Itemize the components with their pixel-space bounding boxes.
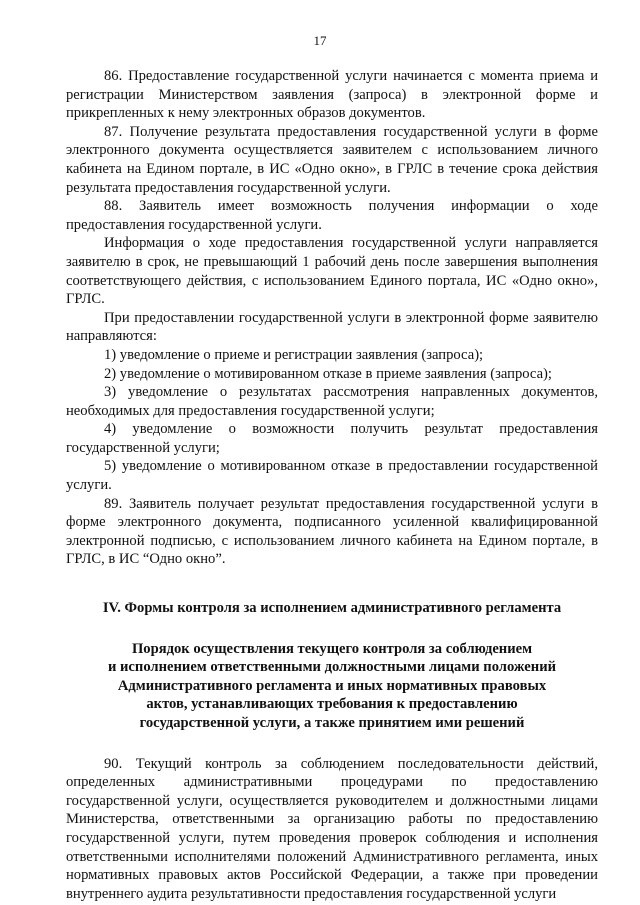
- notification-item-5: 5) уведомление о мотивированном отказе в предоставлении государственной услуги.: [66, 458, 598, 494]
- notification-item-2: 2) уведомление о мотивированном отказе в приеме заявления (запроса);: [104, 365, 552, 382]
- document-body: [66, 67, 598, 903]
- sub-heading: [66, 640, 598, 733]
- sub-heading-line: и исполнением ответственными должностными лицами положений: [107, 659, 557, 676]
- paragraph-88: 88. Заявитель имеет возможность получения информации о ходе предоставления государственной услуги.: [66, 198, 598, 233]
- sub-heading-line: актов, устанавливающих требования к предоставлению: [146, 696, 518, 713]
- paragraph-89: 89. Заявитель получает результат предоставления государственной услуги в форме электронного документа, подписанного усиленной квалифицированной электронной подписью, с использованием личного кабинета на Едином портале, в ГРЛС, в ИС “Одно окно”.: [66, 495, 598, 568]
- section-heading: IV. Формы контроля за исполнением административного регламента: [102, 600, 562, 617]
- notification-item-3: 3) уведомление о результатах рассмотрения направленных документов, необходимых для предоставления государственной услуги;: [66, 384, 598, 419]
- paragraph-87: 87. Получение результата предоставления государственной услуги в форме электронного документа осуществляется заявителем с использованием личного кабинета на Едином портале, в ИС «Одно окно», в ГРЛС в течение срока действия результата предоставления государственной услуги.: [66, 123, 598, 196]
- sub-heading-line: Административного регламента и иных нормативных правовых: [117, 677, 547, 694]
- notification-item-4: 4) уведомление о возможности получить результат предоставления государственной услуги;: [66, 421, 598, 456]
- paragraph-info-timing: Информация о ходе предоставления государственной услуги направляется заявителю в срок, не превышающий 1 рабочий день после завершения выполнения соответствующего действия, с использованием Единого портала, ИС «Одно окно», ГРЛС.: [66, 235, 598, 308]
- paragraph-notifications-intro: При предоставлении государственной услуги в электронной форме заявителю направляются:: [66, 309, 598, 345]
- paragraph-86: 86. Предоставление государственной услуги начинается с момента приема и регистрации Министерством заявления (запроса) в электронной форме и прикрепленных к нему электронных образов документов.: [66, 68, 598, 122]
- sub-heading-line: государственной услуги, а также принятием ими решений: [139, 715, 525, 731]
- sub-heading-line: Порядок осуществления текущего контроля за соблюдением: [131, 640, 533, 657]
- page-number: 17: [313, 33, 327, 48]
- paragraph-90: 90. Текущий контроль за соблюдением последовательности действий, определенных административными процедурами по предоставлению государственной услуги, осуществляется руководителем и должностными лицами Министерства, ответственными за организацию работы по предоставлению государственной услуги, путем проведения проверок соблюдения и исполнения ответственными исполнителями положений Административного регламента, иных нормативных правовых актов Российской Федерации, а также при проведении внутреннего аудита результативности предоставления государственной услуги: [66, 755, 598, 902]
- notification-item-1: 1) уведомление о приеме и регистрации заявления (запроса);: [104, 346, 484, 363]
